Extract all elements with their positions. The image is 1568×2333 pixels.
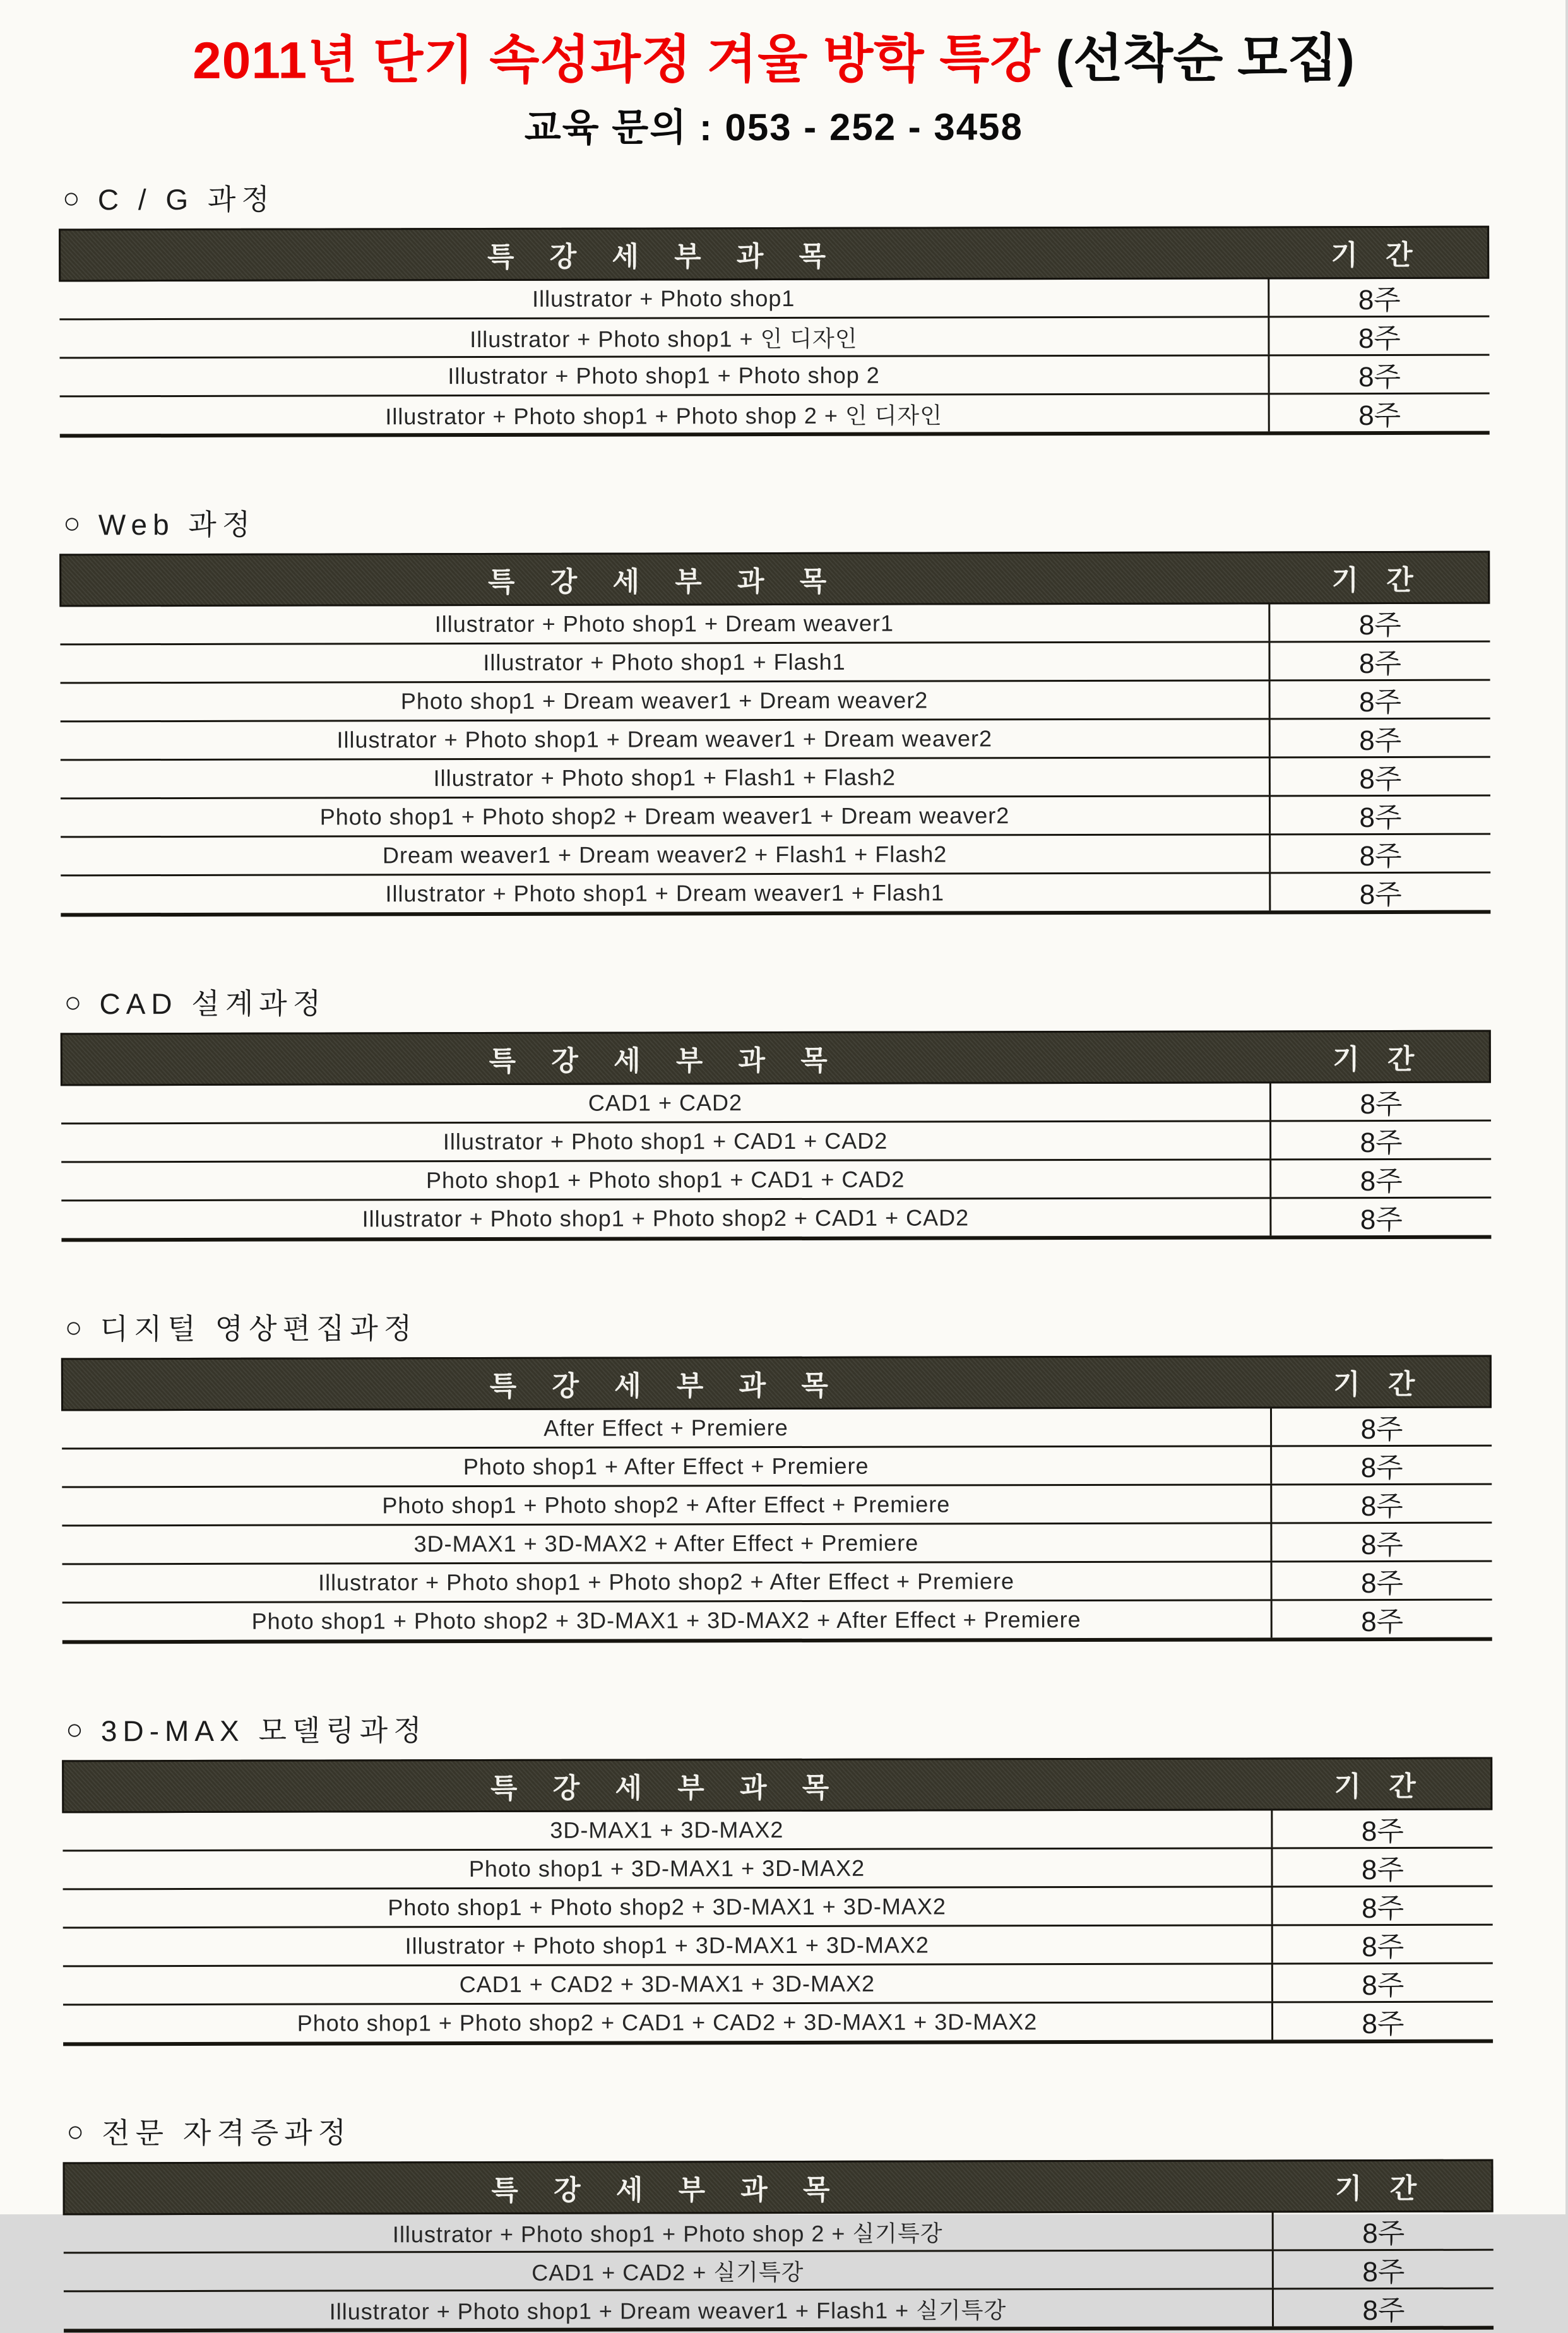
table-row <box>61 681 1490 723</box>
duration-cell: 8주 <box>1272 2212 1494 2250</box>
course-section <box>61 1303 1492 1644</box>
subject-cell: Photo shop1 + Photo shop2 + After Effect + Premiere <box>382 1491 951 1519</box>
subject-cell: CAD1 + CAD2 + 3D-MAX1 + 3D-MAX2 <box>459 1970 876 1998</box>
subject-cell: Illustrator + Photo shop1 + Dream weaver1 + Dream weaver2 <box>336 725 993 753</box>
course-table <box>59 226 1490 438</box>
table-row <box>61 1160 1491 1202</box>
section-heading <box>63 499 1490 544</box>
duration-cell: 8주 <box>1269 835 1490 872</box>
section-heading <box>64 978 1491 1023</box>
table-row <box>61 797 1490 838</box>
subject-cell: Illustrator + Photo shop1 + Dream weaver1 + Flash1 <box>385 879 945 907</box>
subject-header-cell: 특 강 세 부 과 목 <box>489 1370 842 1403</box>
duration-header-cell: 기 간 <box>1333 1368 1425 1401</box>
duration-cell: 8주 <box>1272 2251 1494 2288</box>
duration-cell: 8주 <box>1271 1964 1493 2002</box>
course-table <box>61 1030 1492 1242</box>
circle-bullet-icon: ○ <box>66 1713 83 1746</box>
page-title-main: 2011년 단기 속성과정 겨울 방학 특강 <box>193 30 1056 90</box>
subject-cell: Photo shop1 + Dream weaver1 + Dream weaver2 <box>400 687 929 715</box>
duration-header-cell: 기 간 <box>1331 564 1423 597</box>
table-body <box>59 279 1490 438</box>
subject-header-cell: 특 강 세 부 과 목 <box>489 1045 841 1077</box>
duration-cell: 8주 <box>1268 643 1490 680</box>
subject-cell: Illustrator + Photo shop1 + 인 디자인 <box>470 325 858 352</box>
duration-cell: 8주 <box>1269 874 1490 911</box>
section-title: 3D-MAX 모델링과정 <box>100 1714 427 1748</box>
subject-cell: Photo shop1 + Photo shop2 + Dream weaver1 + Dream weaver2 <box>319 802 1010 830</box>
subject-cell: Illustrator + Photo shop1 + 3D-MAX1 + 3D-MAX2 <box>405 1932 929 1959</box>
table-row <box>63 2003 1493 2046</box>
course-section <box>59 499 1490 917</box>
circle-bullet-icon: ○ <box>64 985 82 1019</box>
duration-cell: 8주 <box>1269 681 1490 718</box>
contact-phone-line: 교육 문의 : 053 - 252 - 3458 <box>524 105 1023 149</box>
circle-bullet-icon: ○ <box>62 181 80 215</box>
section-heading <box>62 174 1489 219</box>
subject-cell: Illustrator + Photo shop1 + Photo shop2 + CAD1 + CAD2 <box>362 1204 970 1232</box>
subject-cell: Photo shop1 + Photo shop2 + 3D-MAX1 + 3D-MAX2 + After Effect + Premiere <box>251 1606 1081 1634</box>
subject-header-cell: 특 강 세 부 과 목 <box>490 1772 843 1805</box>
subject-cell: Photo shop1 + Photo shop1 + CAD1 + CAD2 <box>425 1166 905 1194</box>
subject-cell: Illustrator + Photo shop1 + CAD1 + CAD2 <box>442 1127 888 1155</box>
table-row <box>62 1562 1492 1604</box>
course-section <box>62 2108 1494 2333</box>
section-title: C / G 과정 <box>97 182 275 217</box>
duration-cell: 8주 <box>1269 1199 1491 1236</box>
circle-bullet-icon: ○ <box>66 2115 85 2148</box>
table-row <box>61 1199 1491 1242</box>
table-row <box>62 1447 1492 1488</box>
duration-cell: 8주 <box>1268 318 1489 355</box>
course-table <box>61 1355 1492 1644</box>
duration-cell: 8주 <box>1270 1485 1492 1523</box>
subject-cell: CAD1 + CAD2 + 실기특강 <box>532 2259 804 2286</box>
table-header-row <box>59 551 1490 607</box>
duration-header-cell: 기 간 <box>1334 1771 1426 1803</box>
table-header-row <box>61 1030 1491 1086</box>
duration-cell: 8주 <box>1272 2289 1494 2327</box>
course-sections <box>59 174 1494 2333</box>
page-title-suffix: (선착순 모집) <box>1055 30 1355 88</box>
duration-cell: 8주 <box>1269 720 1490 757</box>
table-row <box>64 2289 1494 2333</box>
subject-cell: Illustrator + Photo shop1 + Dream weaver1 + Flash1 + 실기특강 <box>329 2296 1007 2325</box>
table-row <box>62 1810 1492 1852</box>
subject-cell: After Effect + Premiere <box>543 1415 788 1441</box>
subject-cell: Illustrator + Photo shop1 + Photo shop 2 + 실기특강 <box>392 2220 943 2247</box>
course-table <box>62 2159 1494 2333</box>
table-header-row <box>62 2159 1493 2216</box>
subject-cell: Photo shop1 + After Effect + Premiere <box>463 1452 869 1480</box>
duration-cell: 8주 <box>1270 1408 1492 1446</box>
duration-cell: 8주 <box>1269 1160 1491 1197</box>
duration-cell: 8주 <box>1271 1601 1492 1638</box>
duration-cell: 8주 <box>1270 1524 1492 1561</box>
duration-cell: 8주 <box>1270 1447 1492 1484</box>
duration-cell: 8주 <box>1271 2003 1493 2040</box>
table-header-row <box>62 1757 1492 1814</box>
section-heading <box>66 2108 1493 2152</box>
subject-cell: 3D-MAX1 + 3D-MAX2 <box>550 1817 784 1843</box>
duration-cell: 8주 <box>1269 1083 1491 1120</box>
table-body <box>59 604 1490 917</box>
subject-header-cell: 특 강 세 부 과 목 <box>487 566 841 598</box>
duration-cell: 8주 <box>1270 1562 1492 1600</box>
table-header-row <box>61 1355 1492 1411</box>
section-heading <box>65 1303 1492 1348</box>
subject-cell: Illustrator + Photo shop1 <box>532 285 795 312</box>
duration-cell: 8주 <box>1268 356 1489 393</box>
subject-cell: Illustrator + Photo shop1 + Photo shop 2 + 인 디자인 <box>385 402 942 429</box>
table-row <box>62 1408 1492 1450</box>
section-title: 전문 자격증과정 <box>102 2116 352 2150</box>
table-row <box>60 604 1490 646</box>
subject-cell: Illustrator + Photo shop1 + Photo shop 2 <box>448 362 880 389</box>
table-row <box>61 835 1490 877</box>
subject-cell: Illustrator + Photo shop1 + Photo shop2 + After Effect + Premiere <box>318 1568 1015 1596</box>
table-body <box>61 1083 1492 1242</box>
subject-cell: Illustrator + Photo shop1 + Flash1 + Flash2 <box>433 764 896 792</box>
table-row <box>64 2251 1494 2293</box>
duration-cell: 8주 <box>1269 758 1490 795</box>
subject-cell: Illustrator + Photo shop1 + Dream weaver1 <box>434 610 894 638</box>
page-title <box>58 32 1488 89</box>
duration-cell: 8주 <box>1271 1887 1493 1925</box>
section-heading <box>66 1706 1492 1750</box>
table-row <box>60 395 1490 438</box>
duration-cell: 8주 <box>1269 1122 1491 1159</box>
subject-cell: Illustrator + Photo shop1 + Flash1 <box>483 648 846 676</box>
subject-cell: CAD1 + CAD2 <box>588 1089 743 1116</box>
duration-cell: 8주 <box>1271 1810 1492 1848</box>
subject-header-cell: 특 강 세 부 과 목 <box>487 240 840 273</box>
table-row <box>61 720 1490 761</box>
duration-cell: 8주 <box>1269 797 1490 834</box>
table-row <box>61 1122 1491 1163</box>
duration-cell: 8주 <box>1268 279 1489 316</box>
subject-cell: Photo shop1 + 3D-MAX1 + 3D-MAX2 <box>468 1855 865 1882</box>
circle-bullet-icon: ○ <box>64 1310 83 1344</box>
course-table <box>59 551 1490 917</box>
section-title: Web 과정 <box>98 508 256 542</box>
subject-header-cell: 특 강 세 부 과 목 <box>491 2174 844 2207</box>
course-section <box>61 978 1492 1242</box>
duration-header-cell: 기 간 <box>1331 239 1423 271</box>
duration-header-cell: 기 간 <box>1334 2173 1427 2205</box>
table-row <box>59 318 1489 359</box>
duration-header-cell: 기 간 <box>1333 1043 1425 1076</box>
table-row <box>62 1601 1492 1644</box>
table-row <box>63 1926 1493 1968</box>
table-row <box>60 356 1490 398</box>
subject-cell: Photo shop1 + Photo shop2 + 3D-MAX1 + 3D-MAX2 <box>388 1893 946 1921</box>
table-body <box>63 2212 1494 2333</box>
course-table <box>62 1757 1493 2046</box>
course-section <box>62 1706 1493 2046</box>
table-row <box>62 1849 1492 1891</box>
duration-cell: 8주 <box>1271 1926 1493 1963</box>
subject-cell: Dream weaver1 + Dream weaver2 + Flash1 + Flash2 <box>382 841 947 869</box>
section-title: CAD 설계과정 <box>99 987 327 1021</box>
table-row <box>59 279 1489 321</box>
duration-cell: 8주 <box>1271 1849 1492 1886</box>
table-row <box>62 1524 1492 1565</box>
duration-cell: 8주 <box>1268 604 1490 641</box>
table-header-row <box>59 226 1489 282</box>
table-row <box>63 1964 1493 2006</box>
table-row <box>62 1485 1492 1527</box>
table-row <box>60 643 1490 684</box>
section-title: 디지털 영상편집과정 <box>100 1312 418 1346</box>
table-row <box>61 874 1490 917</box>
table-row <box>61 1083 1491 1125</box>
table-row <box>61 758 1490 800</box>
circle-bullet-icon: ○ <box>63 506 81 540</box>
duration-cell: 8주 <box>1268 395 1490 432</box>
subject-cell: 3D-MAX1 + 3D-MAX2 + After Effect + Premiere <box>413 1529 919 1557</box>
table-body <box>62 1810 1493 2046</box>
table-body <box>61 1408 1492 1644</box>
course-section <box>59 174 1490 438</box>
table-row <box>64 2212 1494 2254</box>
subject-cell: Photo shop1 + Photo shop2 + CAD1 + CAD2 + 3D-MAX1 + 3D-MAX2 <box>297 2009 1038 2036</box>
table-row <box>63 1887 1493 1929</box>
